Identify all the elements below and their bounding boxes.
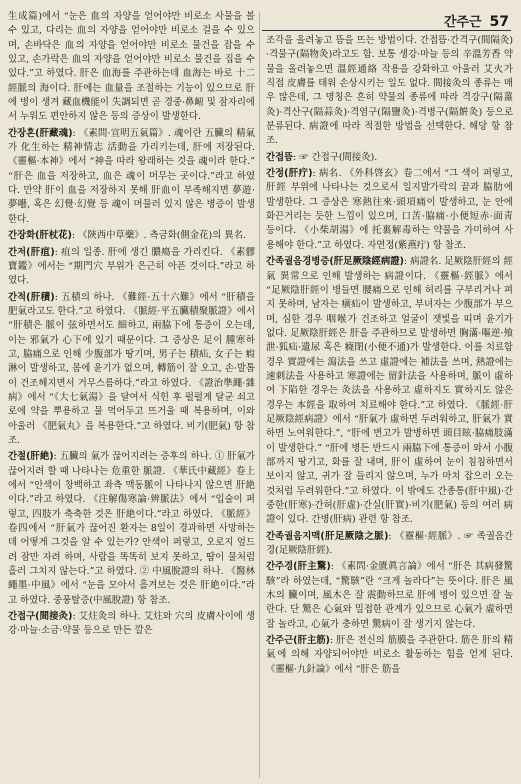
entry-term: 간장화(肝杖花) xyxy=(8,230,72,242)
entry-ganjugeun: 간주근(肝主筋): 肝은 전신의 筋膜을 주관한다. 筋은 肝의 精氣에 의해 자양되어야만 비로소 활동하는 힘을 얻게 된다. 《靈樞·九針論》에서 “肝은 筋을 xyxy=(266,635,513,675)
entry-continuation: 生成篇)에서 “눈은 血의 자양을 얻어야만 비로소 사물을 볼 수 있고, 다리는 血의 자양을 얻어야만 비로소 걸을 수 있으며, 손바닥은 血의 자양을 얻어야만 비로소 물건을 잡을 수 있고, 손가락은 血의 자양을 얻어야만 비로소 물건을 집을 수 있다.”고 하였다. 肝은 血海를 주관하는데 血海는 바로 十二經脈의 海이다. 肝에는 血量을 조절하는 기능이 있으므로 肝에 병이 생겨 藏血機能이 失調되면 곧 경중·鼻衄 및 잠자리에서 누워도 편안하지 않은 등의 증상이 발생한다. xyxy=(8,11,255,123)
left-column xyxy=(8,10,255,641)
entry-term: 간접구(間接灸) xyxy=(8,611,73,623)
entry-continuation: 조각을 올려놓고 뜸을 뜨는 방법이다. 간접뜸·간격구(間隔灸)·격물구(隔物灸)라고도 함. 보통 생강·마늘 등의 辛溫芳香 약물을 올려놓으면 溫經通絡 작용을 강화하고 아울러 艾火가 직접 皮膚를 태워 손상시키는 일도 없다. 間接灸의 종류는 매우 많은데, 그 명칭은 흔히 약물의 종류에 따라 격강구(隔薑灸)·격산구(隔蒜灸)·격염구(隔鹽灸)·격병구(隔餠灸) 등으로 분류된다. 病證에 따라 적절한 방법을 선택한다. 해당 항 참조. xyxy=(266,35,513,147)
entry-term: 간주근(肝主筋) xyxy=(266,635,330,647)
entry-ganjeopgu: 간접구(間接灸): 艾炷灸의 하나. 艾炷와 穴의 皮膚사이에 생강·마늘·소금·약물 등으로 만든 깔은 xyxy=(8,611,255,637)
entry-ganjeopddeum: 간접뜸: ☞ 간접구(間接灸). xyxy=(266,151,378,163)
column-divider xyxy=(259,12,260,778)
entry-ganjokgwoleum-jimaek: 간족궐음지맥(肝足厥陰之脈): 《靈樞·經脈》. ☞ 족궐음간경(足厥陰肝經). xyxy=(266,530,513,557)
page-number: 57 xyxy=(489,14,509,30)
entry-ganjugyeong: 간주경(肝主驚): 《素問·金匱眞言論》에서 “肝은 其病發驚駭”라 하였는데, “驚駭”란 “크게 놀라다”는 뜻이다. 肝은 風木의 臟이며, 風木은 잘 震動하므로 肝에 병이 있으면 잘 놀란다. 단 驚은 心氣와 밀접한 관계가 있으므로 心氣가 虛하면 잘 놀라고, 心氣가 충하면 驚病이 잘 생기지 않는다. xyxy=(266,561,513,630)
entry-term: 간족궐음경병증(肝足厥陰經病證) xyxy=(266,256,404,268)
entry-ganjanghon: 간장혼(肝藏魂): 《素問·宣明五氣篇》. 魂이란 五臟의 精氣가 化生하는 精神情志 活動을 가리키는데, 肝에 저장된다. 《靈樞·本神》에서 “神을 따라 왕래하는 것을 魂이라 한다.” “肝은 血을 저장하고, 血은 魂이 머무는 곳이다.”라고 하였다. 만약 肝이 血을 저장하지 못해 肝血이 부족해지면 夢遊·夢囈, 혹은 幻覺·幻覺 등 魂이 머물러 있지 않은 병증이 발생한다. xyxy=(8,127,255,225)
header-rule xyxy=(262,30,511,31)
right-column xyxy=(266,34,513,679)
running-header xyxy=(444,8,509,30)
entry-ganjeo: 간저(肝疽): 疽의 일종. 肝에 생긴 膿瘍을 가리킨다. 《素髎寶鑑》에서는 “期門穴 부위가 은근히 아픈 것이다.”라고 하였다. xyxy=(8,246,255,287)
entry-term: 간절(肝絶) xyxy=(8,451,54,463)
entry-ganjokgwoleum-byeongjeung: 간족궐음경병증(肝足厥陰經病證): 病證名. 足厥陰肝經의 經氣 異常으로 인해 발생하는 病證이다. 《靈樞·經脈》에서 “足厥陰肝經이 병들면 腰痛으로 인해 허리를 구부리거나 펴지 못하며, 남자는 癀疝이 발생하고, 부녀자는 少腹部가 부으며, 심한 경우 咽喉가 건조하고 얼굴이 잿빛을 띠며 윤기가 없다. 足厥陰肝經은 肝을 주관하므로 발생하면 胸滿·嘔逆·飧泄·狐疝·遺尿 혹은 癃閉(小便不通)가 발생한다. 이를 치료함 경우 實證에는 瀉法을 쓰고 虛證에는 補法을 쓰며, 熱證에는 速刺法을 사용하고 寒證에는 留針法을 사용하며, 脈이 虛하여 下陷한 경우는 灸法을 사용하고 虛하지도 實하지도 않은 경우는 本經을 取하여 치료해야 한다.”고 하였다. 《脈經·肝足厥陰經病證》에서 “肝氣가 虛하면 두려워하고, 肝氣가 實하면 노여워한다.”, “肝에 변고가 발병하면 頭目眩·脇痛肢滿이 발생한다.” “肝에 병든 반드시 兩脇下에 통증이 와서 小腹部까지 땅기고, 화를 잘 내며, 肝이 虛하여 눈이 침침하면서 보이지 않고, 귀가 잘 들리지 않으며, 누가 마치 잡으러 오는 것처럼 두려워한다.”고 하였다. 이 밖에도 간종통(肝中風)·간중한(肝寒)·간허(肝虛)·간실(肝實)·비기(肥氣) 등의 여러 病證이 있다. 간병(肝病) 관련 항 참조. xyxy=(266,256,513,526)
entry-term: 간장혼(肝藏魂) xyxy=(8,127,73,139)
entry-term: 간저(肝疽) xyxy=(8,246,55,258)
header-term: 간주근 xyxy=(443,15,482,30)
entry-ganjeol: 간절(肝絶): 五臟의 氣가 끊어지려는 증후의 하나. ① 肝氣가 끊어지려 할 때 나타나는 危重한 脈證. 《華氏中藏經》卷上에서 “안색이 창백하고 좌측 맥동脈이 나타나지 않으면 肝絶이다.”라고 하였다. 《注解傷寒論·辨脈法》에서 “입술이 퍼렇고, 四肢가 축축한 것은 肝絶이다.”라고 하였다. 《脈經》卷四에서 “肝氣가 끊어진 환자는 8일이 경과하면 사망하는데 어떻게 그것을 알 수 있는가? 안색이 퍼렇고, 오로지 엎드려 잠만 자려 하며, 사람을 똑똑히 보지 못하고, 땀이 물처럼 흘러 그치지 않는다.”고 하였다. ② 中風脫證의 하나. 《醫林繩墨·中風》에서 “눈을 모아서 흘겨보는 것은 肝絶이다.”라고 하였다. 중풍탈증(中風脫證) 항 참조. xyxy=(8,451,255,606)
entry-ganjeong: 간정(肝疔): 病名. 《外科啓玄》卷二에서 “그 색이 퍼렇고, 肝經 부위에 나타나는 것으로서 일지발가락의 끝과 脇肋에 발생한다. 그 증상은 寒熱往來·頭項痛이 발생하고, 눈 안에 화끈거리는 듯한 느낌이 있으며, 口苦·脇痛·小便短赤·面靑 등이다. 《小柴胡湯》에 托裏解毒하는 약물을 가미하여 사용해야 한다.”고 하였다. 자연정(紫燕疔) 항 참조. xyxy=(266,168,514,251)
entry-term: 간정(肝疔) xyxy=(266,168,313,180)
entry-term: 간적(肝積) xyxy=(8,291,55,303)
entry-term: 간족궐음지맥(肝足厥陰之脈) xyxy=(266,530,389,542)
entry-ganjeok: 간적(肝積): 五積의 하나. 《難經·五十六難》에서 “肝積을 肥氣라고도 한다.”고 하였다. 《脈經·平五臟積聚脈證》에서 “肝積은 脈이 弦하면서도 細하고, 兩脇下에 통증이 오는데, 이는 邪氣가 心下에 있기 때문이다. 그 증상은 足이 腫寒하고, 脇痛으로 인해 少腹部가 땅기며, 男子는 積疝, 女子는 瘕淋이 발생하고, 몸에 윤기가 없으며, 轉筋이 잘 오고, 손·발톱이 건조해지면서 거무스름하다.”라고 하였다. 《證治準繩·雜病》에서 “《大七氣湯》을 달여서 식힌 후 펄펄게 달군 쇠고로에 약을 뿌용하고 물 먹어두고 뜨거울 때 복용하며, 이와 아울러 《肥氣丸》을 복용한다.”고 하였다. 비기(肥氣) 항 참조. xyxy=(8,291,255,446)
entry-term: 간주경(肝主驚) xyxy=(266,561,331,573)
entry-ganjanghwa: 간장화(肝杖花): 《陝西中草藥》. 측금화(側金花)의 異名. xyxy=(8,230,246,242)
entry-term: 간접뜸 xyxy=(266,151,294,163)
